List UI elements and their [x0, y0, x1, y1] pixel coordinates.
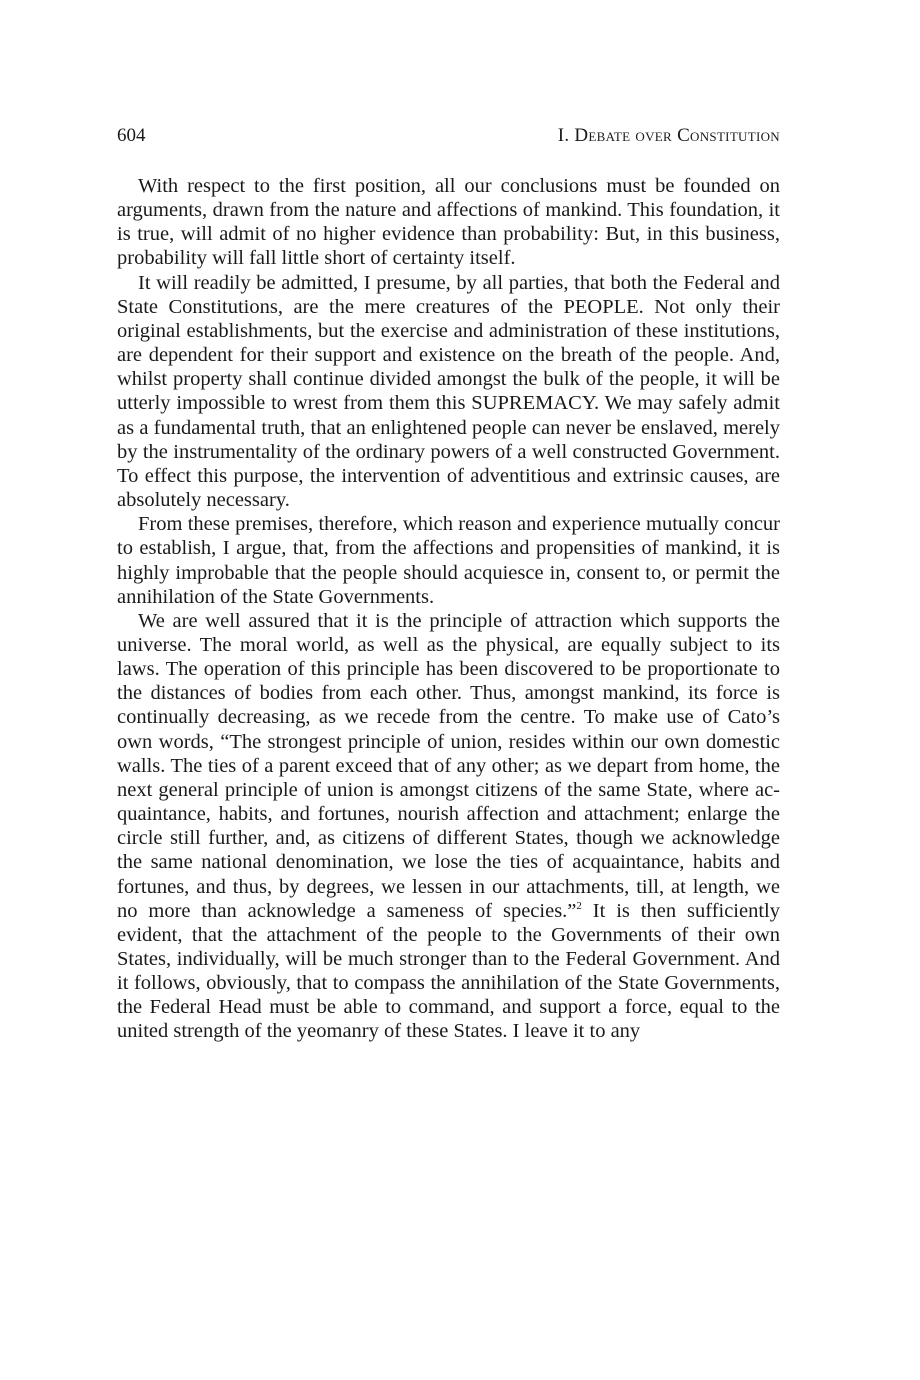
page-number: 604 — [117, 125, 146, 146]
paragraph-3: From these premises, therefore, which reason and experience mutually concur to establish, I argue, that, from the affections and propensities of mankind, it is highly improbable that the people should acquiesce in, consent to, or permit the annihilation of the State Governments. — [117, 513, 780, 608]
running-head — [117, 124, 780, 148]
footnote-reference[interactable]: 2 — [576, 899, 582, 912]
body-text — [117, 174, 780, 1044]
section-title: I. Debate over Constitution — [557, 125, 780, 146]
paragraph-4-continuation: It is then sufficiently evident, that the attachment of the people to the Governments of their own States, individually, will be much stronger than to the Federal Government. And it follows, obviously, that to compass the annihilation of the State Governments, the Federal Head must be able to command, and support a force, equal to the united strength of the yeomanry of these States. I leave it to any — [117, 899, 780, 1043]
paragraph-4-text: We are well assured that it is the principle of attraction which supports the universe. The moral world, as well as the physical, are equally subject to its laws. The operation of this principle has been discovered to be proportionate to the distances of bodies from each other. Thus, amongst mankind, its force is continually decreasing, as we recede from the centre. To make use of Cato’s own words, “The strongest principle of union, resides within our own domestic walls. The ties of a parent exceed that of any other; as we depart from home, the next general principle of union is amongst citizens of the same State, where acquaintance, habits, and fortunes, nourish affection and attachment; enlarge the circle still further, and, as citizens of different States, though we acknowledge the same national denomination, we lose the ties of acquaintance, habits and fortunes, and thus, by degrees, we lessen in our attachments, till, at length, we no more than acknowledge a sameness of species.” — [117, 609, 780, 922]
paragraph-2: It will readily be admitted, I presume, by all parties, that both the Federal and State Constitutions, are the mere creatures of the PEOPLE. Not only their original establishments, but the exercise and administration of these institutions, are dependent for their support and existence on the breath of the people. And, whilst property shall continue divided amongst the bulk of the people, it will be utterly impossible to wrest from them this SUPREMACY. We may safely admit as a fundamental truth, that an enlightened people can never be enslaved, merely by the instrumentality of the ordinary powers of a well constructed Government. To effect this purpose, the intervention of adventitious and extrinsic causes, are absolutely necessary. — [117, 271, 780, 512]
paragraph-1: With respect to the first position, all our conclusions must be founded on arguments, drawn from the nature and affections of mankind. This foundation, it is true, will admit of no higher evidence than probability: But, in this business, probability will fall little short of certainty itself. — [117, 175, 780, 270]
paragraph-4 — [117, 609, 780, 1044]
